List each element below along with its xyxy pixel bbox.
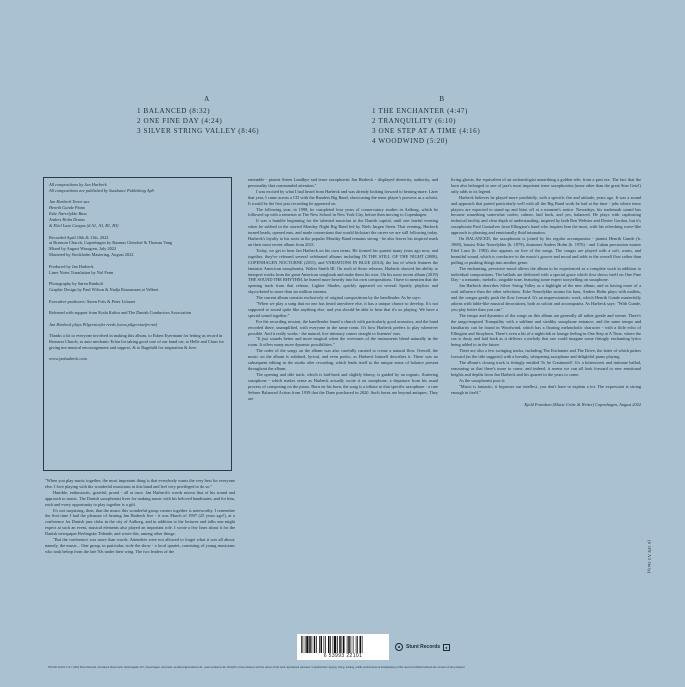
barcode-bar — [343, 636, 345, 653]
barcode-bar — [333, 636, 334, 653]
barcode-bar — [305, 636, 306, 653]
barcode-bar — [314, 636, 316, 653]
barcode-bar — [312, 636, 313, 653]
liner-paragraph: The enchanting, pervasive mood allows the album to be experienced as a complete work in addition to individual compositions. The ballads are delivered with a special grace which first shows itself on One Fine Day - a romantic, melodic, singable tune, featuring some expert storytelling on saxophone. — [451, 265, 641, 283]
barcode-bar — [328, 636, 330, 653]
liner-paragraph: It's not surprising, then, that the music this wonderful group creates together is noteworthy. I remember the first time I had the pleasure of hearing Jan Harbeck live - it was March of 1997 (25 years ago!), at a conference for Danish jazz clubs in the city of Aalborg, and in addition to the lectures and talks one might expect at such an event, musical elements also played an important role. I wrote a few lines about it for the Danish newspaper Berlingske Tidende, and wrote this, among other things: — [45, 507, 235, 537]
track-b2: 2 TRANQUILITY (6:10) — [372, 117, 457, 125]
liner-paragraph: Humble, enthusiastic, grateful, proud - all at once. Jan Harbeck's words mirror that of his sound and approach to music. The Danish saxophonist lives for making music with his beloved bandmates, and for him, each and every opportunity to play together is a gift. — [45, 489, 235, 507]
copyright-fineprint: STUCD 22101 ℗ & © 2022 Stunt Records, Sundance Music ApS, Gothersgade 107, Copenhagen, Denmark. sundance@sundance.dk - www.sundance.dk. All rights of the producer and the owner of the work reproduced reserved. Unauthorized copying, hiring, lending, public performance & broadcasting of this record prohibited without the consent of the producer. — [48, 666, 466, 669]
track-a2: 2 ONE FINE DAY (4:24) — [137, 117, 223, 125]
credit-recorded-location: at Brønson Church, Copenhagen by Rasmus Glendorf & Thomas Vang — [49, 240, 173, 246]
liner-paragraph: Harbeck believes he played more youthfully, with a specific fire and attitude, years ago. It was a sound and approach that paired particularly well with all the Big Band work he had at the time - jobs where tenor players are expected to stand up and blast off at a moment's notice. Nowadays, his trademark sound has become something somewhat cooler, calmer, laid back, and yes, balanced. He plays with captivating technical facility and clear depth of understanding, inspired by both Ben Webster and Dexter Gordon, but it's saxophonist Paul Gonsalves from Ellington's band who inspires him the most, with his refreshing wave-like approach to phrasing and emotionally fluid intonation. — [451, 194, 641, 236]
barcode-bar — [309, 636, 311, 653]
barcode-bar — [316, 636, 317, 653]
barcode-bar — [319, 636, 320, 653]
credit-support: Released with support from Koda Kultur and The Danish Conductors Association — [49, 310, 192, 316]
side-letter-b: B — [439, 95, 445, 103]
credit-musician: Eske Nørrelykke Bass — [49, 211, 87, 217]
liner-paragraph: On BALANCED, the saxophonist is joined by his regular accompanists - pianist Henrik Gunde (b. 1969), bassist Eske Nørrelykke (b. 1979), drummer Anders Holm (b. 1976) - and Cuban percussion master Eliel Lazo (b. 1983) also appears on five of the songs. The congas are played with a soft, warm, and beautiful sound, which is conducive to the music's groove and mood and adds to the overall flow rather than pulling or pushing things into another genre. — [451, 236, 641, 265]
liner-paragraph: "It just sounds better and more magical when the overtones of the instruments blend naturally in the room. It offers many more dynamic possibilities." — [248, 336, 438, 348]
liner-paragraph: The opening and title track, which is laid-back and slightly bluesy, is guided by an organic, fluttering saxophone - which makes sense as Harbeck actually wrote it on saxophone, a departure from his usual process of composing on the piano. Born on his horn, the song is a tribute to that specific saxophone - a rare Selmer Balanced Action from 1939 that the Dane purchased in 2020. Such horns are beyond antiques. They are — [248, 371, 438, 401]
barcode-bar — [324, 636, 325, 653]
barcode-bar — [362, 636, 363, 653]
barcode-bar — [357, 636, 358, 653]
barcode-bar — [303, 636, 304, 653]
liner-notes-column-1 — [45, 478, 235, 633]
credit-musician: Anders Holm Drums — [49, 217, 85, 223]
stunt-logo-icon — [395, 643, 403, 651]
liner-paragraph: Today, we get to hear Jan Harbeck on his own terms. He formed his quartet many years ago now, and together, they've released several celebrated albums including IN THE STILL OF THE NIGHT (2008), COPENHAGEN NOCTURNE (2011), and VARIATIONS IN BLUE (2014), the last of which features the fantastic American saxophonist, Walter Smith III. On each of those releases, Harbeck showed his ability to interpret works from the great American songbook and make them his own. On his most recent album (2019) THE SOUND THE RHYTHM, he leaned more heavily into his own compositions. I have to mention that the opening track from that release, Lighter Shades, quickly appeared on several Spotify playlists and skyrocketed to more than six million streams. — [248, 247, 438, 295]
credit-graphic-design: Graphic Design by Paul Wilson & Nadja Rasmussen at Velbert — [49, 287, 159, 293]
barcode-bar — [334, 636, 336, 653]
barcode-bar — [348, 636, 350, 653]
barcode-bar — [339, 636, 341, 653]
liner-paragraph: "Music is fantastic, it bypasses our intellect, you don't have to explain a lot. The expression is strong enough in itself." — [451, 383, 641, 395]
liner-paragraph: For the recording session, the bandleader found a church with particularly good acoustics, and the band recorded there, unamplified, with everyone in the same room. It's how Harbeck prefers to play whenever possible. And it really works - the natural, live intimacy comes straight to listeners' ears. — [248, 318, 438, 336]
tracklist-side-b — [372, 94, 512, 146]
credit-photography: Photography by Søren Rønholt — [49, 281, 103, 287]
barcode-bars — [301, 636, 385, 653]
liner-paragraph: "But the conference was more than words. Attendees were not allowed to forget what it was all about, namely, the music... One group, in particular, stole the show - a local quartet, consisting of young musicians who took bebop from the late 50s under their wing. The two leaders of the — [45, 537, 235, 554]
barcode-bar — [347, 636, 348, 653]
barcode-bar — [321, 636, 323, 653]
liner-paragraph: The following year, in 1998, he completed four years of conservatory studies in Aalborg, which he followed up with a semester at The New School in New York City, before then moving to Copenhagen. — [248, 206, 438, 218]
liner-paragraph: The album's closing track is fittingly entitled To be Continued?. It's a bittersweet and intimate ballad, reassuring us that there's more to come, and indeed, it seems we can all look forward to new emotional heights and depths from Jan Harbeck and his quartet in the years to come. — [451, 360, 641, 377]
credit-musician: & Eliel Lazo Congas (# A1, A3, B1, B3) — [49, 223, 119, 229]
barcode-digits: 6 53993 22101 — [323, 653, 363, 659]
barcode-bar — [360, 636, 362, 653]
credit-executive-producers: Executive producers: Søren Frits & Peter Littauer — [49, 298, 136, 304]
barcode-bar — [306, 636, 308, 653]
liner-notes-column-3 — [451, 177, 641, 597]
credit-translation: Liner Notes Translation by Nol Fenn — [49, 269, 114, 275]
credit-mixed: Mixed by August Wassgren, July 2022 — [49, 246, 117, 252]
credit-recorded: Recorded April 10th & 11th, 2022 — [49, 234, 109, 240]
liner-paragraph: living ghosts, the equivalent of an archaeologist unearthing a golden relic from a past era. The fact that the horn also belonged to one of jazz's most important tenor saxophonists (none other than the great Stan Getz!) only adds to its legend. — [451, 177, 641, 194]
liner-paragraph: "When you play music together, the most important thing is that everybody wants the very best for everyone else. I love playing with the wonderful musicians in this band and feel very privileged to do so." — [45, 478, 235, 489]
liner-paragraph: As the saxophonist puts it: — [459, 377, 506, 383]
track-b4: 4 WOODWIND (5:20) — [372, 137, 448, 145]
credit-reeds: Jan Harbeck plays Pilgerstoefer reeds (www.pilgerstoefer.net) — [49, 321, 158, 327]
barcode-bar — [353, 636, 354, 653]
barcode-bar — [325, 636, 326, 653]
liner-signature: Kjeld Frandsen (Music Critic & Writer) Copenhagen, August 2022 — [524, 401, 641, 407]
side-note: (# ON A3 Only) — [647, 540, 652, 574]
credits-box — [43, 177, 232, 471]
credit-website: www.janharbeck.com — [49, 356, 87, 362]
track-b3: 3 ONE STEP AT A TIME (4:16) — [372, 127, 481, 135]
track-b1: 1 THE ENCHANTER (4:47) — [372, 107, 469, 115]
barcode-bar — [301, 636, 302, 653]
liner-paragraph: "When we play a song that no one has heard anywhere else, it has a unique chance to develop. It's not supposed to sound quite like anything else, and you should be able to hear that it's us playing. We have a special sound together." — [248, 301, 438, 318]
barcode-bar — [337, 636, 338, 653]
barcode — [297, 634, 389, 660]
liner-paragraph: There are also a few swinging tracks, including The Enchanter and The Drive, the latter of which pulses forward (as the title suggests) with a breathy, whispering saxophone and delightful piano playing. — [451, 348, 641, 360]
liner-paragraph: The current album consists exclusively of original compositions by the bandleader. As he says: — [256, 295, 421, 301]
credit-thanks: Thanks a lot to everyone involved in making this album, to Esben Eyermann for letting us record in Brønson Church, to auto mechanic Erlan for taking good care of our band car, to Helle and Claus for giving me musical encouragement and support, & to Ragnhild for inspiration & love. — [49, 333, 224, 350]
liner-paragraph: The order of the songs on the album was also carefully curated to create a natural flow. Overall, the music on the album is subdued, lyrical, and even poetic, as Harbeck himself describes it. There was no subsequent editing in the studio after recording, which lends itself to the unique sense of balance present throughout the album. — [248, 348, 438, 371]
barcode-bar — [330, 636, 331, 653]
liner-paragraph: It was a humble beginning for the talented musician in the Danish capital, until one fateful evening when he subbed in the storied Monday Night Big Band led by Niels Jørgen Steen. That evening, Harbeck turned heads, opened ears, and made connections that would kickstart the career we are still following today. Harbeck's loyalty to his roots in the popular Monday Band remains strong - he also leaves his inspired mark on their most recent album from 2021. — [248, 218, 438, 247]
barcode-bar — [356, 636, 357, 653]
credit-producer: Produced by Jan Harbeck — [49, 263, 94, 269]
barcode-bar — [351, 636, 352, 653]
liner-paragraph: The tempo and dynamics of the songs on this album are generally all rather gentle and serene. There's the tango-inspired Tranquility with a sublime and stealthy saxophone entrance, and the same tempo and familiarity can be found in Woodwind, which has a floating melancholic character - with a little echo of Ellington and Strayhorn. There's even a bit of a nightclub or lounge feeling in One Step at A Time, where the sax is dusty and laid back as it delivers a melody that one could imagine some fittingly enchanting lyrics being added to in the future. — [451, 312, 641, 348]
label-logo — [395, 643, 450, 651]
liner-paragraph: Jan Harbeck describes Silver String Valley as a highlight of the new album, and as having more of a soul influence than the other selections. Eske Nørrelykke strums his bass, Anders Holm plays with mallets, and the congas gently push the flow forward. It's an impressionistic work, which Henrik Gunde masterfully adorns with fable-like musical decorations, both as soloist and accompanist. As Harbeck says: "With Gunde, you play better than you can." — [451, 283, 641, 312]
compact-disc-icon: ● — [445, 644, 448, 650]
liner-notes-column-2 — [248, 177, 438, 637]
track-a3: 3 SILVER STRING VALLEY (8:46) — [137, 127, 260, 135]
liner-paragraph: I was excited by what I had heard from Harbeck and was already looking forward to hearing more. Later that year, I came across a CD with the Randers Big Band, showcasing the tenor player's prowess as a soloist. It would be the first jazz recording he appeared on. — [248, 188, 438, 206]
liner-paragraph: ensemble - pianist Søren Lundbye and tenor saxophonist Jan Harbeck - displayed dexterity, authority, and personality that commanded attention." — [248, 177, 438, 188]
side-letter-a: A — [204, 95, 210, 103]
credit-musician: Henrik Gunde Piano — [49, 205, 86, 211]
tracklist-side-a — [137, 94, 277, 136]
credit-publishing: All compositions are published by Sundance Publishing ApS — [49, 187, 154, 193]
credit-compositions: All compositions by Jan Harbeck — [49, 182, 107, 187]
credit-mastered: Mastered by Stockholm Mastering, August 2022 — [49, 252, 134, 258]
barcode-bar — [342, 636, 343, 653]
label-name: Stunt Records — [406, 644, 441, 650]
track-a1: 1 BALANCED (8:32) — [137, 107, 211, 115]
credit-musician: Jan Harbeck Tenor sax — [49, 199, 90, 205]
